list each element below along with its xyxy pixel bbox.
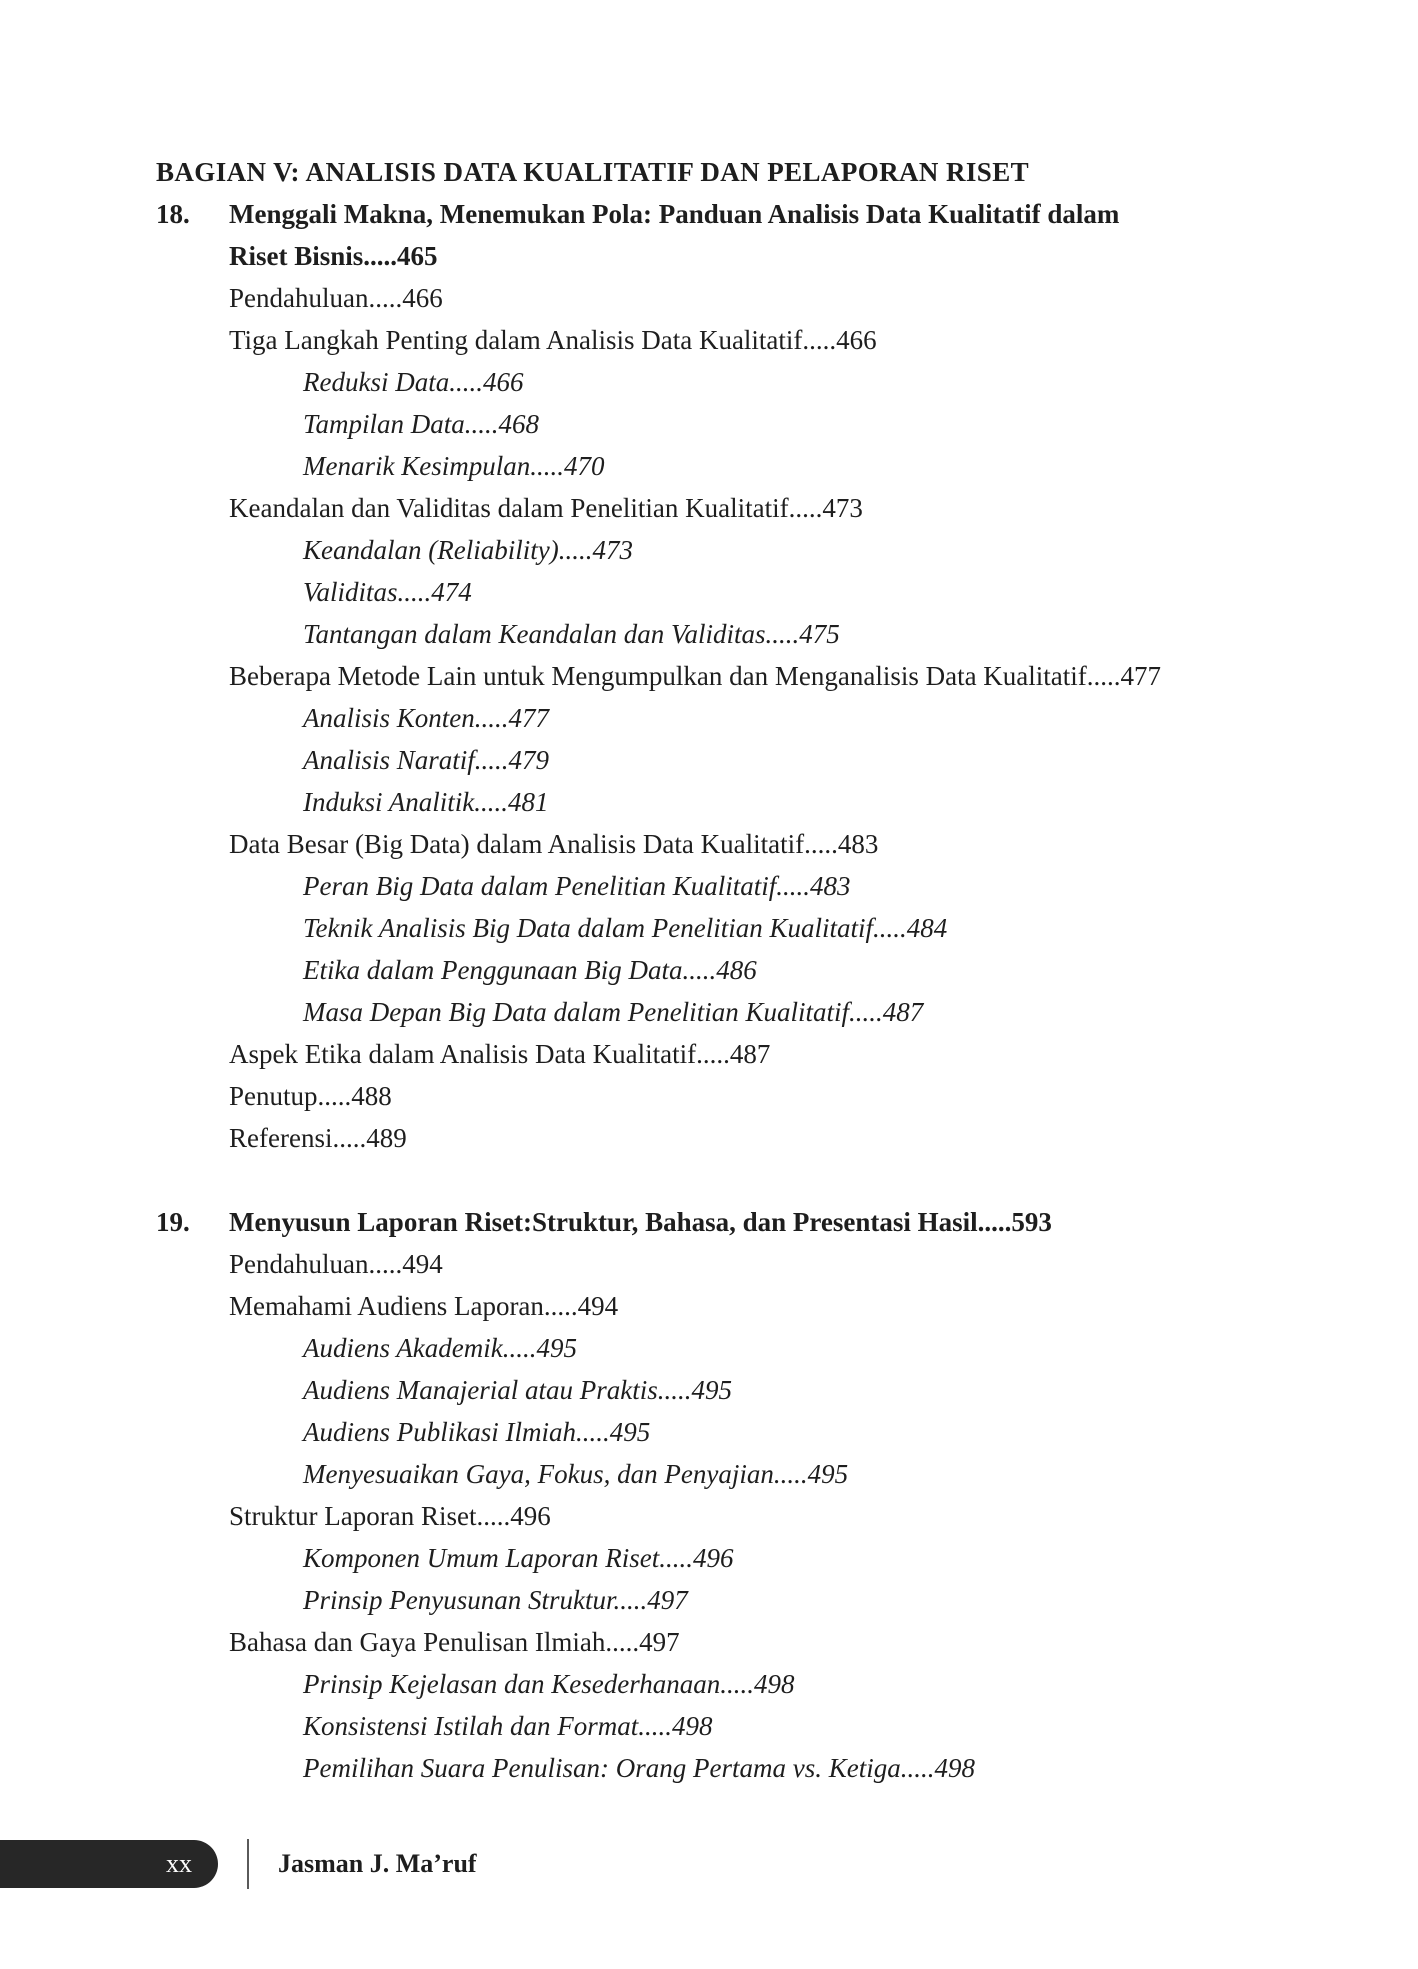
footer-author: Jasman J. Ma’ruf <box>278 1849 477 1878</box>
toc-subsection-entry: Menarik Kesimpulan.....470 <box>303 451 605 481</box>
toc-section-entry: Bahasa dan Gaya Penulisan Ilmiah.....497 <box>229 1627 680 1657</box>
toc-subsection-entry: Etika dalam Penggunaan Big Data.....486 <box>303 955 757 985</box>
toc-subsection-entry: Audiens Akademik.....495 <box>303 1333 577 1363</box>
toc-subsection-entry: Prinsip Kejelasan dan Kesederhanaan.....498 <box>303 1669 795 1699</box>
toc-section-entry: Keandalan dan Validitas dalam Penelitian Kualitatif.....473 <box>229 493 863 523</box>
chapter-block <box>156 193 1316 1159</box>
toc-subsection-entry: Menyesuaikan Gaya, Fokus, dan Penyajian.....495 <box>303 1459 849 1489</box>
toc-section-entry: Struktur Laporan Riset.....496 <box>229 1501 551 1531</box>
toc-section-entry: Aspek Etika dalam Analisis Data Kualitatif.....487 <box>229 1039 771 1069</box>
toc-subsection-entry: Masa Depan Big Data dalam Penelitian Kualitatif.....487 <box>303 997 924 1027</box>
page-number: xx <box>166 1849 192 1878</box>
toc-section-entry: Data Besar (Big Data) dalam Analisis Data Kualitatif.....483 <box>229 829 879 859</box>
toc-subsection-entry: Induksi Analitik.....481 <box>303 787 549 817</box>
page-number-badge <box>0 1840 218 1888</box>
chapter-number: 19. <box>156 1207 190 1237</box>
footer-divider <box>247 1839 249 1889</box>
chapter-title-line <box>156 193 1316 235</box>
toc-subsection-entry: Peran Big Data dalam Penelitian Kualitatif.....483 <box>303 871 851 901</box>
chapter-title-text: Menyusun Laporan Riset:Struktur, Bahasa, dan Presentasi Hasil.....593 <box>229 1207 1052 1237</box>
toc-subsection-entry: Prinsip Penyusunan Struktur.....497 <box>303 1585 688 1615</box>
toc-subsection-entry: Reduksi Data.....466 <box>303 367 524 397</box>
toc-subsection-entry: Konsistensi Istilah dan Format.....498 <box>303 1711 713 1741</box>
toc-subsection-entry: Teknik Analisis Big Data dalam Penelitian Kualitatif.....484 <box>303 913 948 943</box>
toc-section-entry: Beberapa Metode Lain untuk Mengumpulkan dan Menganalisis Data Kualitatif.....477 <box>229 661 1162 691</box>
toc-subsection-entry: Tampilan Data.....468 <box>303 409 540 439</box>
toc-section-entry: Tiga Langkah Penting dalam Analisis Data Kualitatif.....466 <box>229 325 877 355</box>
toc-subsection-entry: Keandalan (Reliability).....473 <box>303 535 633 565</box>
toc-section-entry: Memahami Audiens Laporan.....494 <box>229 1291 619 1321</box>
chapter-title-line <box>156 1201 1316 1243</box>
toc-section-entry: Referensi.....489 <box>229 1123 407 1153</box>
chapter-title-line-cont <box>156 235 1316 277</box>
toc-section-entry: Pendahuluan.....466 <box>229 283 443 313</box>
part-header: BAGIAN V: ANALISIS DATA KUALITATIF DAN PELAPORAN RISET <box>156 157 1030 187</box>
toc-subsection-entry: Tantangan dalam Keandalan dan Validitas.....475 <box>303 619 840 649</box>
toc-entries <box>156 193 1316 1789</box>
toc-section-entry: Pendahuluan.....494 <box>229 1249 443 1279</box>
toc-subsection-entry: Pemilihan Suara Penulisan: Orang Pertama vs. Ketiga.....498 <box>303 1753 975 1783</box>
chapter-title-text: Riset Bisnis.....465 <box>229 241 438 271</box>
toc-section-entry: Penutup.....488 <box>229 1081 392 1111</box>
toc-subsection-entry: Komponen Umum Laporan Riset.....496 <box>303 1543 734 1573</box>
toc-subsection-entry: Audiens Manajerial atau Praktis.....495 <box>303 1375 732 1405</box>
chapter-block <box>156 1201 1316 1789</box>
chapter-number: 18. <box>156 199 190 229</box>
toc-content <box>156 151 1316 1789</box>
toc-subsection-entry: Validitas.....474 <box>303 577 472 607</box>
chapter-title-text: Menggali Makna, Menemukan Pola: Panduan Analisis Data Kualitatif dalam <box>229 199 1120 229</box>
toc-subsection-entry: Audiens Publikasi Ilmiah.....495 <box>303 1417 651 1447</box>
toc-subsection-entry: Analisis Konten.....477 <box>303 703 550 733</box>
toc-subsection-entry: Analisis Naratif.....479 <box>303 745 550 775</box>
